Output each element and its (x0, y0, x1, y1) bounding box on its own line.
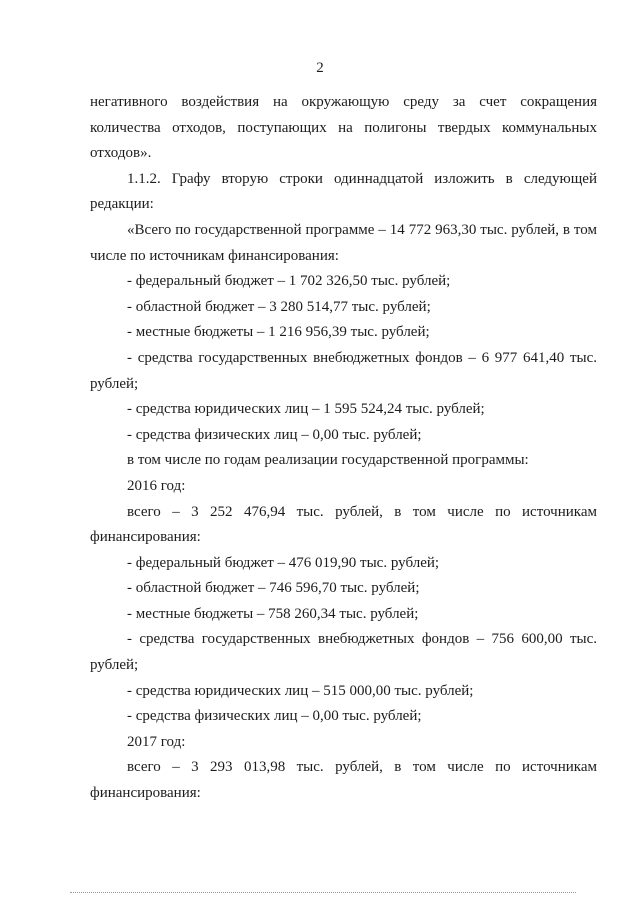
list-item-funds: - средства государственных внебюджетных фондов – 6 977 641,40 тыс. рублей; (90, 349, 597, 392)
paragraph-continuation: негативного воздействия на окружающую среду за счет сокращения количества отходов, поступающих на полигоны твердых коммунальных отходов». (90, 94, 597, 162)
page-number: 2 (316, 60, 324, 76)
list-item-local: - местные бюджеты – 1 216 956,39 тыс. рублей; (127, 324, 430, 341)
list-item-local-2016: - местные бюджеты – 758 260,34 тыс. рублей; (127, 605, 419, 622)
paragraph-total: «Всего по государственной программе – 14 772 963,30 тыс. рублей, в том числе по источникам финансирования: (90, 221, 597, 264)
year-heading-2017: 2017 год: (127, 733, 186, 750)
year-heading-2016: 2016 год: (127, 477, 186, 494)
list-item-regional-2016: - областной бюджет – 746 596,70 тыс. рублей; (127, 580, 420, 597)
list-item-regional: - областной бюджет – 3 280 514,77 тыс. рублей; (127, 298, 431, 315)
list-item-federal: - федеральный бюджет – 1 702 326,50 тыс. рублей; (127, 273, 451, 290)
document-body (90, 90, 597, 807)
paragraph-amendment: 1.1.2. Графу вторую строки одиннадцатой изложить в следующей редакции: (90, 170, 597, 213)
list-item-federal-2016: - федеральный бюджет – 476 019,90 тыс. рублей; (127, 554, 440, 571)
paragraph-by-years: в том числе по годам реализации государственной программы: (127, 452, 529, 469)
scan-bottom-edge (70, 892, 576, 893)
paragraph-total-2016: всего – 3 252 476,94 тыс. рублей, в том числе по источникам финансирования: (90, 503, 597, 546)
paragraph-total-2017: всего – 3 293 013,98 тыс. рублей, в том числе по источникам финансирования: (90, 759, 597, 802)
list-item-legal-2016: - средства юридических лиц – 515 000,00 тыс. рублей; (127, 682, 474, 699)
list-item-legal: - средства юридических лиц – 1 595 524,24 тыс. рублей; (127, 401, 485, 418)
list-item-individuals: - средства физических лиц – 0,00 тыс. рублей; (127, 426, 422, 443)
list-item-individuals-2016: - средства физических лиц – 0,00 тыс. рублей; (127, 708, 422, 725)
list-item-funds-2016: - средства государственных внебюджетных фондов – 756 600,00 тыс. рублей; (90, 631, 597, 674)
